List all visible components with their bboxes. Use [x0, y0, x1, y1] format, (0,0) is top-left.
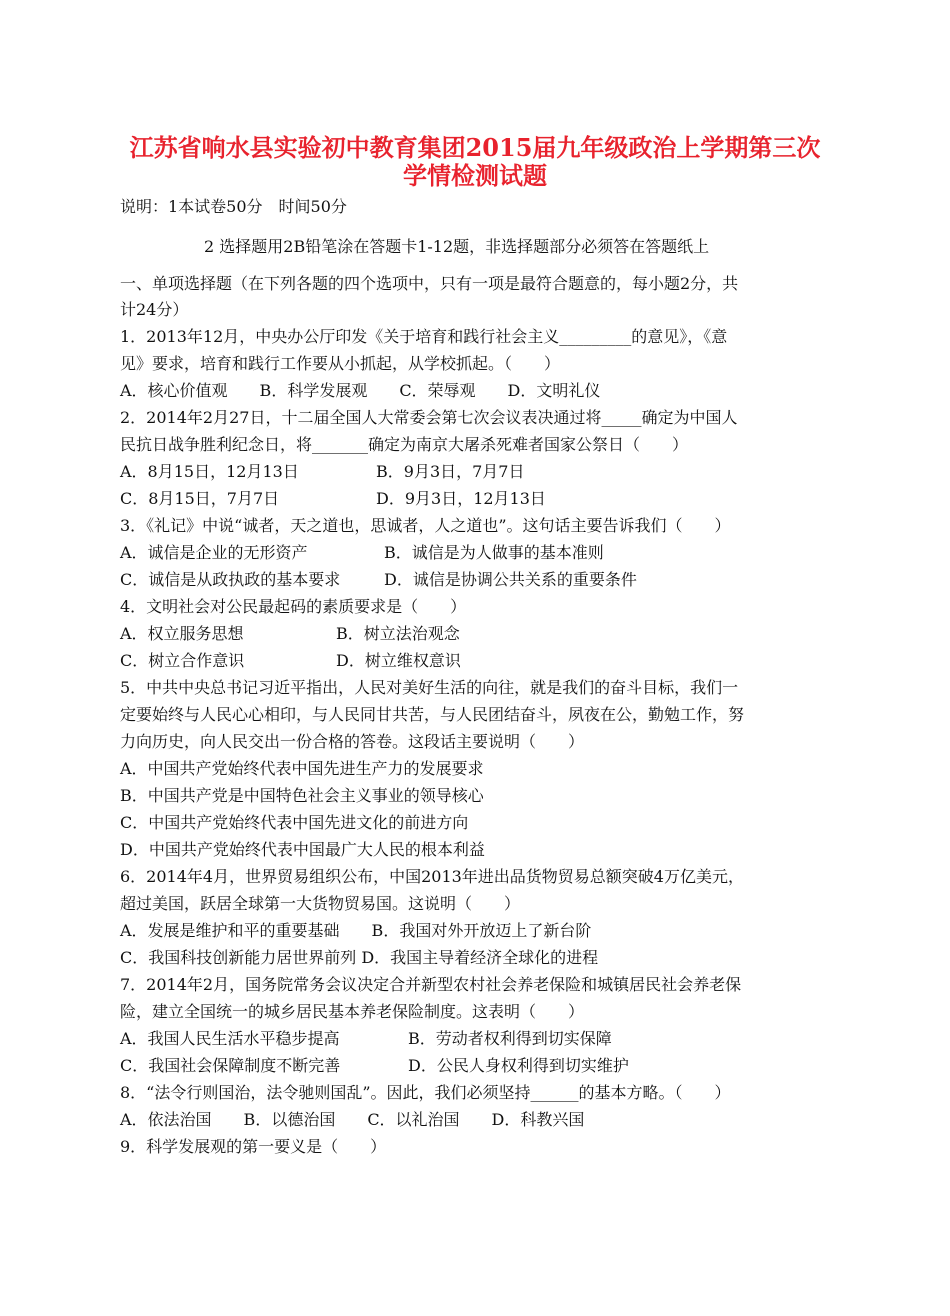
question-3-option-c: C．诚信是从政执政的基本要求	[120, 570, 341, 589]
question-7-option-b: B．劳动者权利得到切实保障	[408, 1029, 612, 1048]
section-heading-line-2: 计24分）	[120, 300, 189, 319]
question-5-option-d: D．中国共产党始终代表中国最广大人民的根本利益	[120, 840, 485, 859]
question-5-option-b: B．中国共产党是中国特色社会主义事业的领导核心	[120, 786, 484, 805]
question-8-options: A．依法治国 B．以德治国 C．以礼治国 D．科教兴国	[120, 1110, 585, 1129]
question-2-option-a: A．8月15日，12月13日	[120, 462, 299, 481]
exam-title-line-1: 江苏省响水县实验初中教育集团2015届九年级政治上学期第三次	[129, 133, 821, 162]
question-7-option-d: D．公民人身权利得到切实维护	[408, 1056, 629, 1075]
question-4-option-c: C．树立合作意识	[120, 651, 245, 670]
exam-title-line-2: 学情检测试题	[403, 161, 547, 190]
question-4-option-d: D．树立维权意识	[336, 651, 461, 670]
question-2-option-d: D．9月3日，12月13日	[376, 489, 546, 508]
instructions-line-2: 2 选择题用2B铅笔涂在答题卡1-12题，非选择题部分必须答在答题纸上	[204, 237, 710, 256]
question-5-stem-line-2: 定要始终与人民心心相印，与人民同甘共苦，与人民团结奋斗，夙夜在公，勤勉工作，努	[120, 705, 745, 724]
question-6-options-cd: C．我国科技创新能力居世界前列 D．我国主导着经济全球化的进程	[120, 948, 599, 967]
question-3-option-a: A．诚信是企业的无形资产	[120, 543, 308, 562]
question-1-stem-line-2: 见》要求，培育和践行工作要从小抓起，从学校抓起。（ ）	[120, 354, 561, 373]
question-7-option-a: A．我国人民生活水平稳步提高	[120, 1029, 340, 1048]
question-6-options-ab: A．发展是维护和平的重要基础 B．我国对外开放迈上了新台阶	[120, 921, 592, 940]
question-4-option-a: A．权立服务思想	[120, 624, 244, 643]
question-5-option-a: A．中国共产党始终代表中国先进生产力的发展要求	[120, 759, 484, 778]
question-2-stem-line-1: 2．2014年2月27日，十二届全国人大常委会第七次会议表决通过将_____确定为中国人	[120, 408, 738, 427]
question-8-stem: 8．“法令行则国治，法令驰则国乱”。因此，我们必须坚持______的基本方略。（ ）	[120, 1083, 731, 1102]
question-9-stem: 9．科学发展观的第一要义是（ ）	[120, 1137, 387, 1156]
question-3-option-d: D．诚信是协调公共关系的重要条件	[384, 570, 637, 589]
question-2-stem-line-2: 民抗日战争胜利纪念日，将_______确定为南京大屠杀死难者国家公祭日（ ）	[120, 435, 689, 454]
question-7-option-c: C．我国社会保障制度不断完善	[120, 1056, 341, 1075]
question-1-stem-line-1: 1．2013年12月，中央办公厅印发《关于培育和践行社会主义_________的意见》，《意	[120, 327, 728, 346]
question-6-stem-line-1: 6．2014年4月，世界贸易组织公布，中国2013年进出品货物贸易总额突破4万亿美元，	[120, 867, 744, 886]
question-3-stem: 3．《礼记》中说“诚者，天之道也，思诚者，人之道也”。这句话主要告诉我们（ ）	[120, 516, 731, 535]
question-6-stem-line-2: 超过美国，跃居全球第一大货物贸易国。这说明（ ）	[120, 894, 521, 913]
question-3-option-b: B．诚信是为人做事的基本准则	[384, 543, 604, 562]
question-4-option-b: B．树立法治观念	[336, 624, 460, 643]
question-2-option-b: B．9月3日，7月7日	[376, 462, 525, 481]
question-7-stem-line-1: 7．2014年2月，国务院常务会议决定合并新型农村社会养老保险和城镇居民社会养老保	[120, 975, 742, 994]
question-5-stem-line-1: 5．中共中央总书记习近平指出，人民对美好生活的向往，就是我们的奋斗目标，我们一	[120, 678, 739, 697]
question-2-option-c: C．8月15日，7月7日	[120, 489, 280, 508]
question-7-stem-line-2: 险，建立全国统一的城乡居民基本养老保险制度。这表明（ ）	[120, 1002, 585, 1021]
section-heading-line-1: 一、单项选择题（在下列各题的四个选项中，只有一项是最符合题意的，每小题2分，共	[120, 274, 739, 293]
question-4-stem: 4．文明社会对公民最起码的素质要求是（ ）	[120, 597, 467, 616]
question-5-option-c: C．中国共产党始终代表中国先进文化的前进方向	[120, 813, 469, 832]
question-1-options: A．核心价值观 B．科学发展观 C．荣辱观 D．文明礼仪	[120, 381, 601, 400]
instructions-line-1: 说明：1本试卷50分 时间50分	[120, 197, 347, 216]
question-5-stem-line-3: 力向历史，向人民交出一份合格的答卷。这段话主要说明（ ）	[120, 732, 585, 751]
